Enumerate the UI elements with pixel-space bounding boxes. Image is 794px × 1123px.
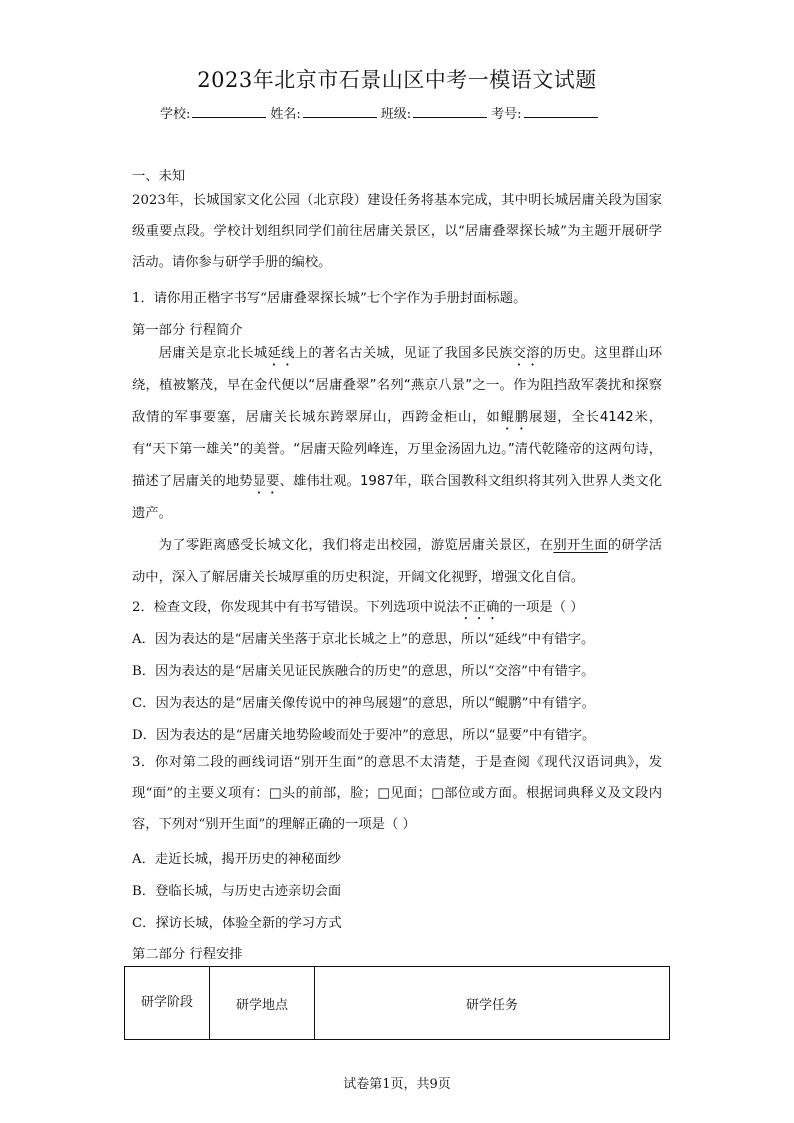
question-3-stem: 3．你对第二段的画线词语“别开生面”的意思不太清楚，于是查阅《现代汉语词典》，发现“面”的主要义项有：□头的前部，脸；□见面；□部位或方面。根据词典释义及文段内容，下列对“别开生面”的理解正确的一项是（ ）: [132, 755, 662, 832]
q3-option-b: B．登临长城，与历史古迹亲切会面: [132, 884, 342, 899]
passage-paragraph-2: [132, 530, 662, 594]
question-2-stem: [132, 596, 584, 623]
passage-text: 居庸关是京北长城: [158, 346, 268, 361]
q3-option-c: C．探访长城，体验全新的学习方式: [132, 916, 342, 931]
passage-text: 、雄伟壮观。1987年，联合国教科文组织将其列入世界人类文化遗产。: [132, 474, 663, 521]
q2-option-a: A．因为表达的是“居庸关坐落于京北长城之上”的意思，所以“延线”中有错字。: [132, 632, 595, 647]
page-footer: 试卷第1页，共9页: [343, 1077, 451, 1092]
class-blank: [413, 105, 487, 118]
table-header-stage: 研学阶段: [125, 967, 210, 1040]
q2-option-b: B．因为表达的是“居庸关见证民族融合的历史”的意思，所以“交溶”中有错字。: [132, 664, 595, 679]
table-header-task: 研学任务: [315, 967, 670, 1040]
question-1: 1．请你用正楷字书写“居庸叠翠探长城”七个字作为手册封面标题。: [132, 291, 527, 306]
student-info-line: [160, 103, 602, 122]
school-label: 学校:: [160, 107, 191, 122]
dotted-word-kunpeng: 鲲鹏: [500, 410, 529, 425]
intro-paragraph: 2023年，长城国家文化公园（北京段）建设任务将基本完成，其中明长城居庸关段为国家级重要点段。学校计划组织同学们前往居庸关景区，以“居庸叠翠探长城”为主题开展研学活动。请你参与研学手册的编校。: [132, 193, 662, 270]
q2-option-d: D．因为表达的是“居庸关地势险峻而处于要冲”的意思，所以“显要”中有错字。: [132, 728, 596, 743]
dotted-word-jiaorong: 交溶: [512, 346, 540, 361]
part2-title: 第二部分 行程安排: [132, 947, 243, 962]
dotted-word-xianyao: 显要: [252, 474, 280, 489]
table-header-location: 研学地点: [210, 967, 315, 1040]
dotted-word-yanxian: 延线: [267, 346, 295, 361]
school-blank: [192, 105, 266, 118]
name-blank: [303, 105, 377, 118]
passage-text: 的历史。这里群山环绕，植被繁茂，早在金代便以“居庸叠翠”名列“燕京八景”之一。作为阻挡敌军袭扰和探察敌情的军事要塞，居庸关长城东跨翠屏山，西跨金柜山，如: [132, 346, 663, 425]
passage-text: 展翅，全长4142米，有“天下第一雄关”的美誉。“居庸天险列峰连，万里金汤固九边。”清代乾隆帝的这两句诗，描述了居庸关的地势: [132, 410, 663, 489]
name-label: 姓名:: [270, 107, 301, 122]
q3-option-a: A．走近长城，揭开历史的神秘面纱: [132, 852, 342, 867]
passage-paragraph-1: [132, 338, 662, 530]
exam-number-blank: [524, 105, 598, 118]
class-label: 班级:: [380, 107, 412, 122]
itinerary-table: [124, 966, 670, 1040]
question-text: 的一项是（ ）: [499, 600, 584, 615]
page-title: 2023年北京市石景山区中考一模语文试题: [197, 68, 597, 92]
passage-text: 上的著名古关城，见证了我国多民族: [294, 346, 513, 361]
passage-text: 的研学活动中，深入了解居庸关长城厚重的历史积淀，开阔文化视野，增强文化自信。: [132, 538, 663, 585]
exam-number-label: 考号:: [491, 107, 522, 122]
underlined-word-biekaishengmian: 别开生面: [553, 538, 608, 553]
table-header-row: [125, 967, 670, 1040]
passage-text: 为了零距离感受长城文化，我们将走出校园，游览居庸关景区，在: [158, 538, 554, 553]
dotted-word-buzhengque: 不正确: [459, 600, 500, 615]
section-heading: 一、未知: [132, 169, 186, 184]
question-text: 2．检查文段，你发现其中有书写错误。下列选项中说法: [132, 600, 460, 615]
q2-option-c: C．因为表达的是“居庸关像传说中的神鸟展翅”的意思，所以“鲲鹏”中有错字。: [132, 696, 595, 711]
part1-title: 第一部分 行程简介: [132, 323, 243, 338]
